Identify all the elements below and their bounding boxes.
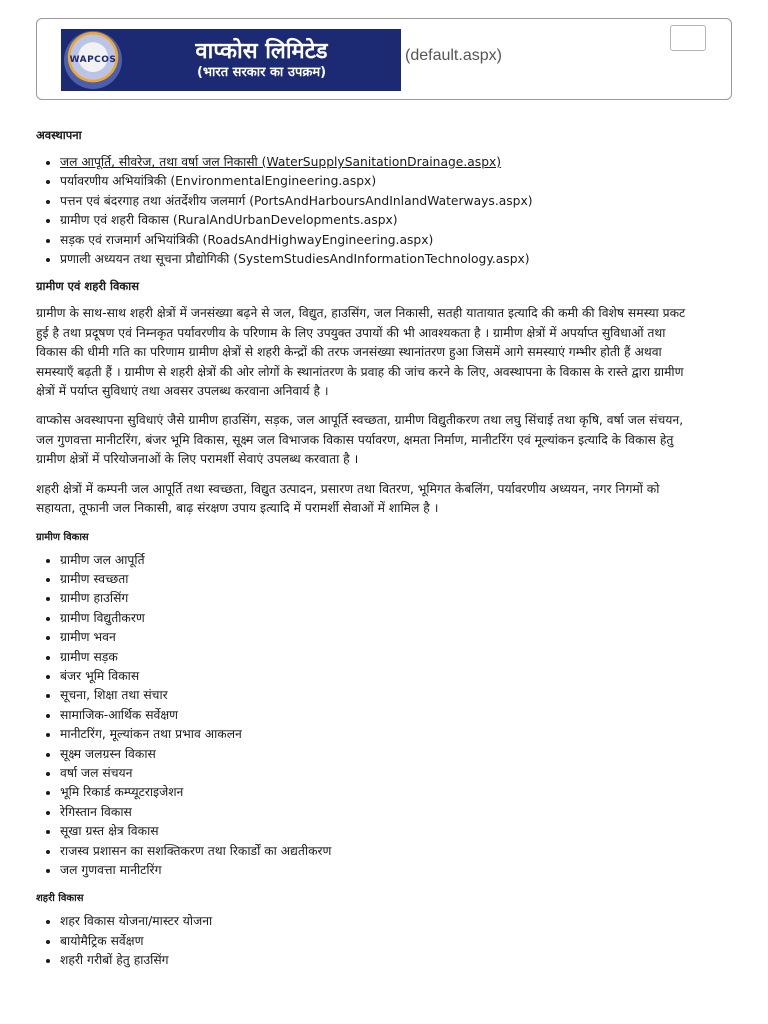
- rural-development-list: [36, 551, 736, 881]
- link-environmental-engineering[interactable]: पर्यावरणीय अभियांत्रिकी (EnvironmentalEngineering.aspx): [60, 174, 377, 189]
- paragraph-line: शहरी क्षेत्रों में कम्पनी जल आपूर्ति तथा स्वच्छता, विद्युत उत्पादन, प्रसारण तथा वितरण, भूमिगत केबलिंग, पर्यावरणीय अध्ययन, नगर निगमों को: [36, 481, 660, 496]
- logo-company-name: वाप्कोस लिमिटेड: [195, 38, 328, 64]
- list-item: • शहर विकास योजना/मास्टर योजना: [60, 912, 736, 931]
- link-rural-urban[interactable]: ग्रामीण एवं शहरी विकास (RuralAndUrbanDevelopments.aspx): [60, 213, 398, 228]
- list-item: • ग्रामीण जल आपूर्ति: [60, 551, 736, 570]
- rural-development-heading: ग्रामीण विकास: [36, 531, 89, 543]
- paragraph-line: विकास की धीमी गति का परिणाम ग्रामीण क्षेत्रों से शहरी केन्द्रों की तरफ जनसंख्या स्थानांतरण हुआ जिसमें आगे समस्याएं गम्भीर होती हैं अथवा: [36, 345, 662, 360]
- list-item: • सूखा ग्रस्त क्षेत्र विकास: [60, 822, 736, 841]
- urban-development-heading: शहरी विकास: [36, 893, 84, 905]
- list-item: • बायोमैट्रिक सर्वेक्षण: [60, 932, 736, 951]
- list-item: • ग्रामीण भवन: [60, 628, 736, 647]
- urban-development-list: [36, 912, 736, 970]
- list-item: [60, 192, 736, 211]
- list-item: • सूचना, शिक्षा तथा संचार: [60, 686, 736, 705]
- infrastructure-links-list: [36, 153, 736, 269]
- paragraph-line: जल गुणवत्ता मानीटरिंग, बंजर भूमि विकास, सूक्ष्म जल विभाजक विकास पर्यावरण, क्षमता निर्माण, मानीटरिंग एवं मूल्यांकन इत्यादि के विकास हेतु: [36, 432, 674, 447]
- rural-urban-paragraph-3: [36, 480, 736, 519]
- list-item: • सूक्ष्म जलग्रस्न विकास: [60, 745, 736, 764]
- list-item: [60, 153, 736, 172]
- list-item: • ग्रामीण हाउसिंग: [60, 589, 736, 608]
- list-item: • जल गुणवत्ता मानीटरिंग: [60, 861, 736, 880]
- main-content: [36, 128, 736, 981]
- logo-alt-text: (default.aspx): [405, 47, 502, 64]
- list-item: [60, 211, 736, 230]
- rural-urban-paragraph-2: [36, 411, 736, 469]
- list-item: [60, 231, 736, 250]
- logo-text: [122, 40, 401, 80]
- infrastructure-heading: अवस्थापना: [36, 128, 82, 142]
- list-item: • भूमि रिकार्ड कम्प्यूटराइजेशन: [60, 783, 736, 802]
- list-item: • रेगिस्तान विकास: [60, 803, 736, 822]
- rural-urban-paragraph-1: [36, 304, 736, 401]
- header-action-button[interactable]: [670, 25, 706, 51]
- link-system-studies-it[interactable]: प्रणाली अध्ययन तथा सूचना प्रौद्योगिकी (SystemStudiesAndInformationTechnology.aspx): [60, 252, 530, 267]
- link-water-supply[interactable]: जल आपूर्ति, सीवरेज, तथा वर्षा जल निकासी (WaterSupplySanitationDrainage.aspx): [60, 155, 502, 169]
- logo-emblem-text: WAPCOS: [69, 55, 117, 65]
- paragraph-line: सहायता, तूफानी जल निकासी, बाढ़ संरक्षण उपाय इत्यादि में परामर्शी सेवाओं में शामिल है ।: [36, 501, 439, 516]
- list-item: • बंजर भूमि विकास: [60, 667, 736, 686]
- paragraph-line: ग्रामीण क्षेत्रों में परियोजनाओं के लिए परामर्शी सेवाएं उपलब्ध करवाता है ।: [36, 452, 359, 467]
- link-ports-harbours[interactable]: पत्तन एवं बंदरगाह तथा अंतर्देशीय जलमार्ग (PortsAndHarboursAndInlandWaterways.aspx): [60, 193, 533, 208]
- list-item: • सामाजिक-आर्थिक सर्वेक्षण: [60, 706, 736, 725]
- wapcos-logo[interactable]: [61, 29, 401, 91]
- paragraph-line: समस्याएँ बढ़ती हैं । ग्रामीण से शहरी क्षेत्रों की ओर लोगों के स्थानांतरण के प्रवाह की जांच करने के लिए, अवस्थापना के विकास के रास्ते द्वारा ग्रामीण: [36, 364, 684, 379]
- list-item: • राजस्व प्रशासन का सशक्तिकरण तथा रिकार्डों का अद्यतीकरण: [60, 842, 736, 861]
- link-roads-highways[interactable]: सड़क एवं राजमार्ग अभियांत्रिकी (RoadsAndHighwayEngineering.aspx): [60, 232, 434, 247]
- logo-tagline: (भारत सरकार का उपक्रम): [196, 64, 327, 80]
- wapcos-emblem-icon: [64, 31, 122, 89]
- list-item: • ग्रामीण स्वच्छता: [60, 570, 736, 589]
- list-item: [60, 250, 736, 269]
- paragraph-line: वाप्कोस अवस्थापना सुविधाएं जैसे ग्रामीण हाउसिंग, सड़क, जल आपूर्ति स्वच्छता, ग्रामीण विद्युतीकरण तथा लघु सिंचाई तथा कृषि, वर्षा जल संचयन,: [36, 413, 684, 428]
- paragraph-line: ग्रामीण के साथ-साथ शहरी क्षेत्रों में जनसंख्या बढ़ने से जल, विद्युत, हाउसिंग, जल निकासी, सतही यातायात इत्यादि की कमी की विशेष समस्या प्रकट: [36, 306, 686, 321]
- list-item: • ग्रामीण सड़क: [60, 648, 736, 667]
- paragraph-line: क्षेत्रों में पर्याप्त सुविधाएं तथा अवसर उपलब्ध करवाना अनिवार्य है ।: [36, 384, 329, 399]
- list-item: [60, 172, 736, 191]
- list-item: • शहरी गरीबों हेतु हाउसिंग: [60, 951, 736, 970]
- list-item: • मानीटरिंग, मूल्यांकन तथा प्रभाव आकलन: [60, 725, 736, 744]
- paragraph-line: हुई है तथा प्रदूषण एवं निम्नकृत पर्यावरणीय के परिणाम के लिए उपयुक्त उपायों की भी आवश्यकता है । ग्रामीण क्षेत्रों में अपर्याप्त सुविधाओं तथा: [36, 325, 666, 340]
- list-item: • वर्षा जल संचयन: [60, 764, 736, 783]
- site-header: [36, 18, 732, 100]
- list-item: • ग्रामीण विद्युतीकरण: [60, 609, 736, 628]
- rural-urban-heading: ग्रामीण एवं शहरी विकास: [36, 279, 139, 294]
